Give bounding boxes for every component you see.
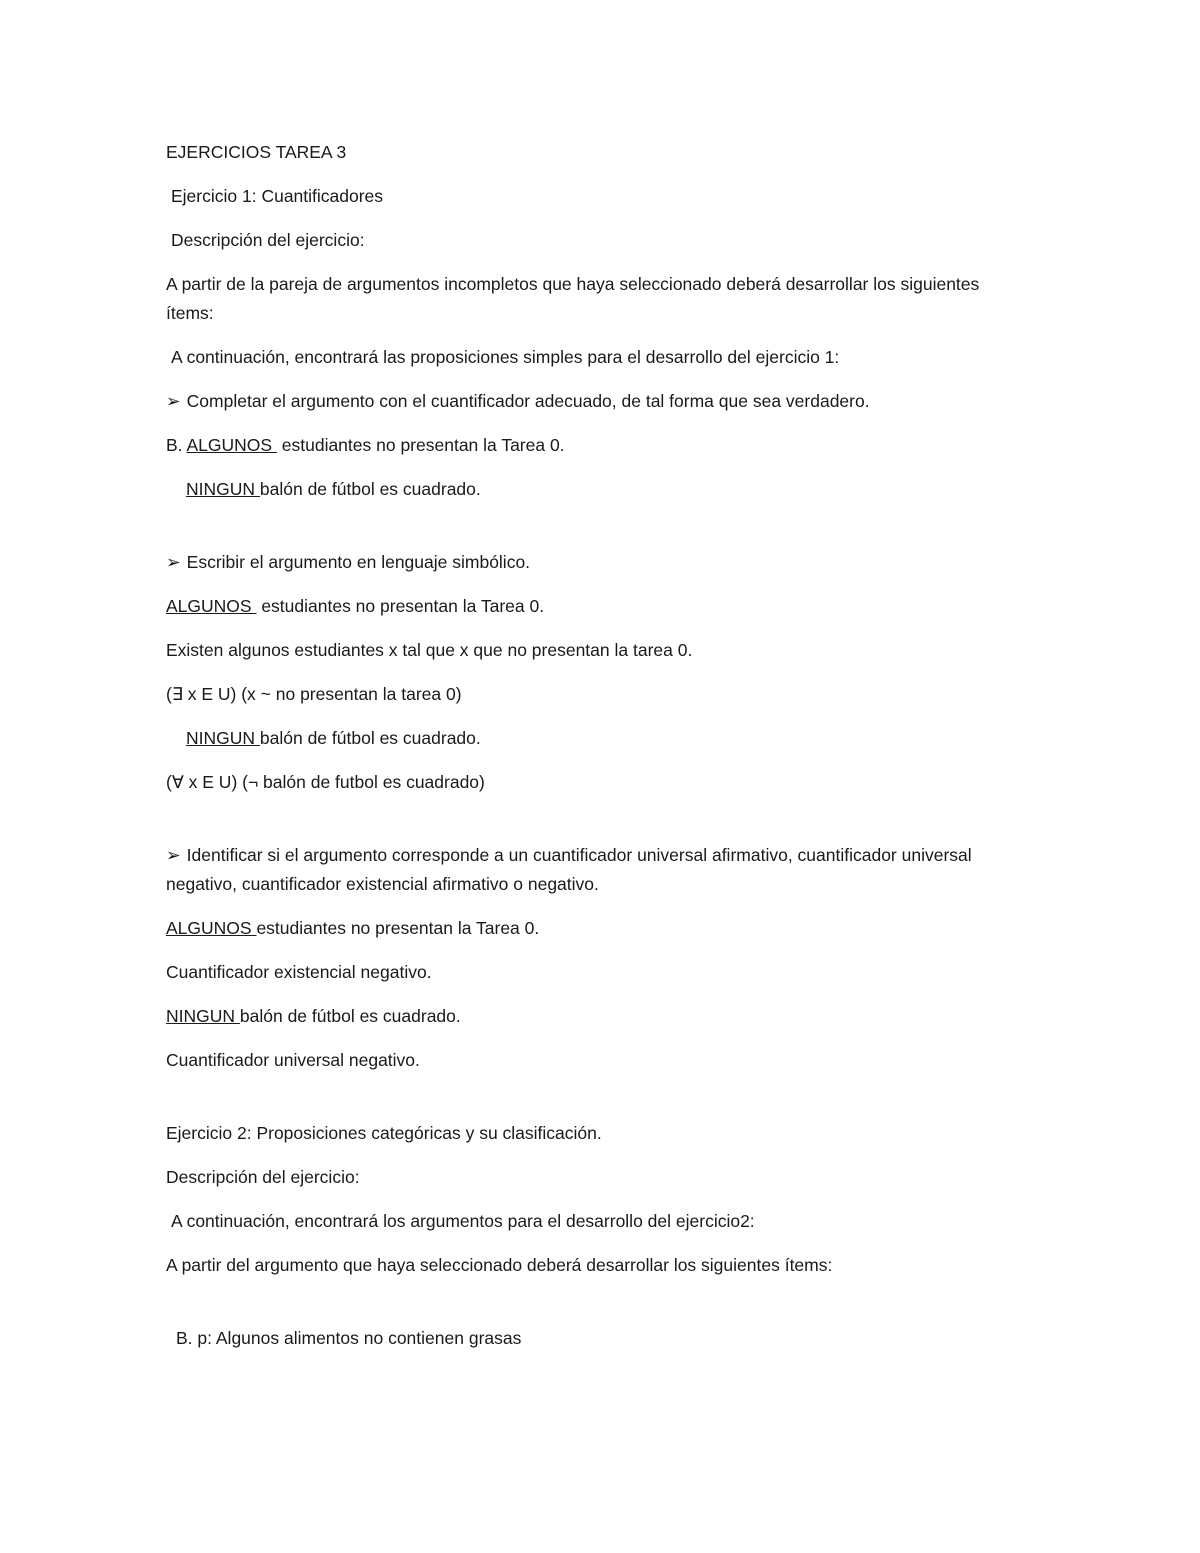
quantifier-algunos: ALGUNOS [186,435,277,455]
statement-algunos [166,592,1026,621]
symbolic-universal: (∀ x E U) (¬ balón de futbol es cuadrado) [166,772,485,792]
exercise1-continuation: A continuación, encontrará las proposiciones simples para el desarrollo del ejercicio 1: [171,347,840,367]
answer-existential-negative: Cuantificador existencial negativo. [166,962,432,982]
arrow-bullet-icon: ➢ [166,552,181,572]
answer-universal-negative: Cuantificador universal negativo. [166,1050,420,1070]
bullet-identify [166,841,1026,899]
document-body [166,138,1026,1368]
existen-sentence: Existen algunos estudiantes x tal que x que no presentan la tarea 0. [166,640,693,660]
quantifier-ningun: NINGUN [186,479,260,499]
statement-algunos-text: estudiantes no presentan la Tarea 0. [256,596,545,616]
bullet-symbolic-text: Escribir el argumento en lenguaje simbólico. [186,552,531,572]
option-b-prefix: B. [166,435,187,455]
statement-algunos-text: estudiantes no presentan la Tarea 0. [256,918,540,938]
arrow-bullet-icon: ➢ [166,845,181,865]
bullet-complete [166,387,1026,416]
document-title: EJERCICIOS TAREA 3 [166,142,347,162]
quantifier-ningun: NINGUN [186,728,260,748]
statement-ningun-text: balón de fútbol es cuadrado. [259,728,481,748]
bullet-identify-text: Identificar si el argumento corresponde a un cuantificador universal afirmativo, cuantificador universal negativo, cuantificador existencial afirmativo o negativo. [166,845,977,894]
statement-ningun [166,1002,1026,1031]
statement-ningun-text: balón de fútbol es cuadrado. [239,1006,461,1026]
statement-algunos [166,914,1026,943]
statement-ningun [166,475,1026,504]
spacer [166,812,1026,841]
quantifier-algunos: ALGUNOS [166,918,257,938]
exercise2-heading: Ejercicio 2: Proposiciones categóricas y su clasificación. [166,1123,602,1143]
spacer [166,519,1026,548]
statement-algunos-text: estudiantes no presentan la Tarea 0. [276,435,565,455]
bullet-complete-text: Completar el argumento con el cuantificador adecuado, de tal forma que sea verdadero. [186,391,870,411]
spacer [166,1295,1026,1324]
statement-algunos-b [166,431,1026,460]
exercise2-option-b: B. p: Algunos alimentos no contienen grasas [176,1328,522,1348]
exercise2-intro: A partir del argumento que haya seleccionado deberá desarrollar los siguientes ítems: [166,1255,833,1275]
exercise1-intro: A partir de la pareja de argumentos incompletos que haya seleccionado deberá desarrollar los siguientes ítems: [166,274,985,323]
quantifier-algunos: ALGUNOS [166,596,257,616]
exercise1-heading: Ejercicio 1: Cuantificadores [171,186,384,206]
spacer [166,1090,1026,1119]
exercise2-description-label: Descripción del ejercicio: [166,1167,360,1187]
bullet-symbolic [166,548,1026,577]
quantifier-ningun: NINGUN [166,1006,240,1026]
symbolic-existential: (∃ x E U) (x ~ no presentan la tarea 0) [166,684,462,704]
statement-ningun-text: balón de fútbol es cuadrado. [259,479,481,499]
exercise2-continuation: A continuación, encontrará los argumentos para el desarrollo del ejercicio2: [171,1211,755,1231]
arrow-bullet-icon: ➢ [166,391,181,411]
statement-ningun [166,724,1026,753]
exercise1-description-label: Descripción del ejercicio: [171,230,365,250]
